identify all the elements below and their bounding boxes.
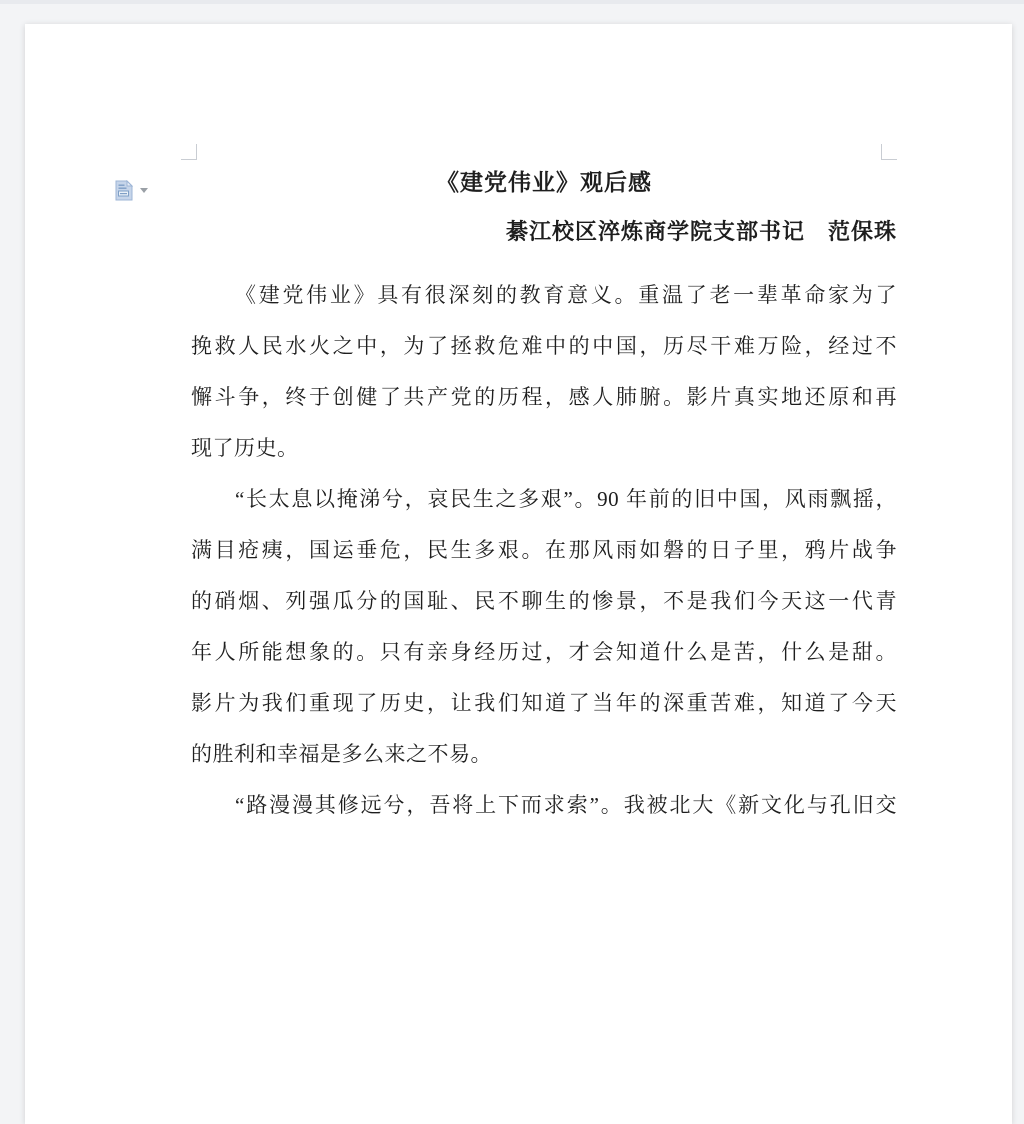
text-line: “路漫漫其修远兮，吾将上下而求索”。我被北大《新文化与孔旧交 bbox=[235, 793, 897, 817]
paragraph bbox=[191, 474, 897, 780]
window-top-strip bbox=[0, 0, 1024, 4]
paragraph-layout-icon[interactable] bbox=[115, 180, 133, 206]
paragraph bbox=[191, 270, 897, 474]
text-line: “长太息以掩涕兮，哀民生之多艰”。90 年前的旧中国，风雨飘摇， bbox=[235, 487, 897, 511]
text-line: 《建党伟业》具有很深刻的教育意义。重温了老一辈革命家为了 bbox=[235, 283, 897, 307]
chevron-down-icon[interactable] bbox=[140, 188, 148, 193]
text-line: 现了历史。 bbox=[191, 436, 299, 460]
paragraph bbox=[191, 780, 897, 831]
text-line: 影片为我们重现了历史，让我们知道了当年的深重苦难，知道了今天 bbox=[191, 691, 897, 715]
text-line: 的胜利和幸福是多么来之不易。 bbox=[191, 742, 492, 766]
document-title: 《建党伟业》观后感 bbox=[436, 170, 652, 195]
document-page bbox=[25, 24, 1012, 1124]
document-text-area bbox=[191, 159, 897, 831]
document-body bbox=[191, 270, 897, 831]
margin-corner-mark-left bbox=[181, 144, 197, 160]
text-line: 懈斗争，终于创健了共产党的历程，感人肺腑。影片真实地还原和再 bbox=[191, 385, 897, 409]
margin-corner-mark-right bbox=[881, 144, 897, 160]
text-line: 挽救人民水火之中，为了拯救危难中的中国，历尽干难万险，经过不 bbox=[191, 334, 897, 358]
text-line: 的硝烟、列强瓜分的国耻、民不聊生的惨景，不是我们今天这一代青 bbox=[191, 589, 897, 613]
document-byline: 綦江校区淬炼商学院支部书记 范保珠 bbox=[505, 219, 897, 244]
paragraph-format-widget[interactable] bbox=[115, 180, 148, 206]
text-line: 满目疮痍，国运垂危，民生多艰。在那风雨如磐的日子里，鸦片战争 bbox=[191, 538, 897, 562]
text-line: 年人所能想象的。只有亲身经历过，才会知道什么是苦，什么是甜。 bbox=[191, 640, 897, 664]
